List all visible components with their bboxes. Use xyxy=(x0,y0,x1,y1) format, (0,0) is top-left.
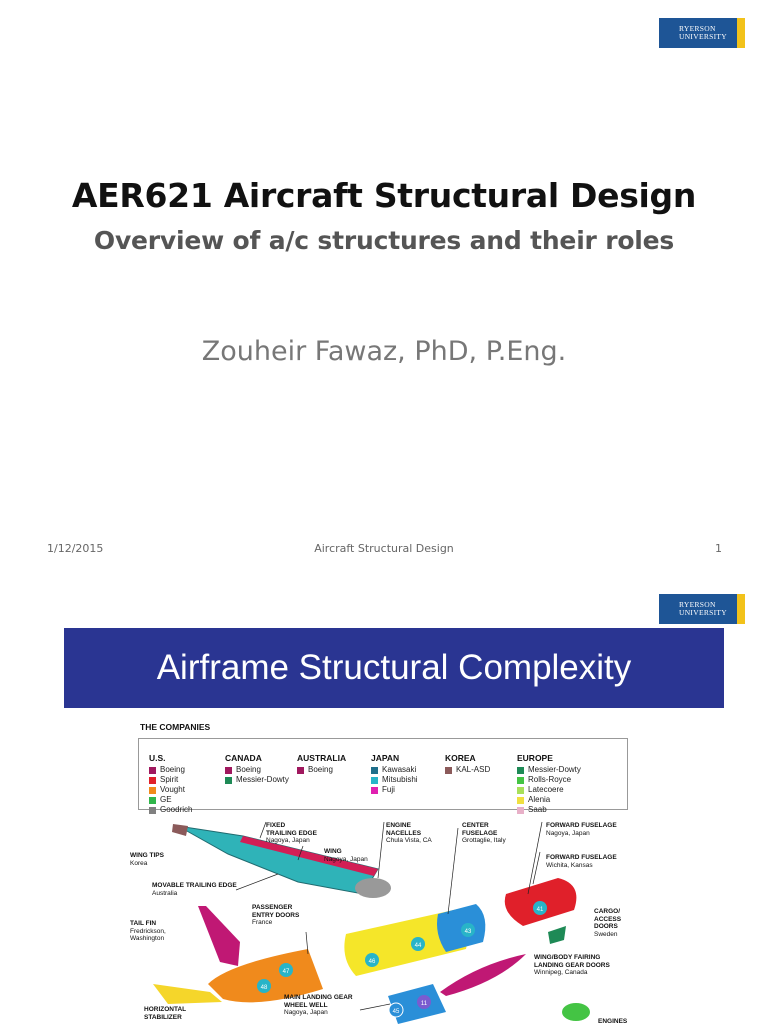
center-fuselage-blue-shape xyxy=(437,904,485,952)
legend-item: Messier-Dowty xyxy=(517,765,581,775)
legend-item: Boeing xyxy=(225,765,289,775)
logo-line2: UNIVERSITY xyxy=(679,608,727,617)
legend-item: Goodrich xyxy=(149,805,192,815)
university-logo xyxy=(659,594,745,624)
legend-region-australia: AUSTRALIA Boeing xyxy=(297,753,347,774)
legend-region-japan: JAPAN Kawasaki Mitsubishi Fuji xyxy=(371,753,418,794)
slide-title-banner: Airframe Structural Complexity xyxy=(64,628,724,708)
callout-wing: WING Nagoya, Japan xyxy=(324,848,368,863)
callout-passenger-entry-doors: PASSENGER ENTRY DOORS France xyxy=(252,904,300,926)
callout-main-landing-gear: MAIN LANDING GEAR WHEEL WELL Nagoya, Japan xyxy=(284,994,353,1016)
logo-line1: RYERSON xyxy=(679,600,716,609)
legend-item: Rolls-Royce xyxy=(517,775,581,785)
callout-cargo-access-doors: CARGO/ ACCESS DOORS Sweden xyxy=(594,908,622,938)
callout-forward-fuselage-kansas: FORWARD FUSELAGE Wichita, Kansas xyxy=(546,854,617,869)
companies-title: THE COMPANIES xyxy=(140,722,211,732)
legend-region-korea: KOREA KAL-ASD xyxy=(445,753,491,774)
legend-item: Mitsubishi xyxy=(371,775,418,785)
callout-horizontal-stabilizer: HORIZONTAL STABILIZER xyxy=(144,1006,187,1021)
svg-text:41: 41 xyxy=(536,907,544,913)
legend-item: Saab xyxy=(517,805,581,815)
legend-item: Vought xyxy=(149,785,192,795)
legend-item: Boeing xyxy=(297,765,346,775)
legend-item: Boeing xyxy=(149,765,192,775)
legend-region-us: U.S. Boeing Spirit Vought GE Goodrich xyxy=(149,753,193,814)
legend-region-canada: CANADA Boeing Messier-Dowty xyxy=(225,753,289,784)
callout-wing-tips: WING TIPS Korea xyxy=(130,852,164,867)
callout-engines: ENGINES xyxy=(598,1018,628,1024)
university-logo xyxy=(659,18,745,48)
legend-item: Fuji xyxy=(371,785,418,795)
legend-item: Kawasaki xyxy=(371,765,418,775)
callout-center-fuselage: CENTER FUSELAGE Grottaglie, Italy xyxy=(462,822,506,844)
cargo-door-shape xyxy=(548,926,566,944)
footer-date: 1/12/2015 xyxy=(47,542,104,555)
svg-text:11: 11 xyxy=(420,1001,428,1007)
legend-item: GE xyxy=(149,795,192,805)
engine-shape xyxy=(562,1003,590,1021)
callout-tail-fin: TAIL FIN Fredrickson, Washington xyxy=(130,920,166,942)
callout-wing-body-fairing: WING/BODY FAIRING LANDING GEAR DOORS Winnipeg, Canada xyxy=(534,954,610,976)
logo-line2: UNIVERSITY xyxy=(679,32,727,41)
legend-region-europe: EUROPE Messier-Dowty Rolls-Royce Latecoere Alenia Saab xyxy=(517,753,581,814)
legend-item: Messier-Dowty xyxy=(225,775,289,785)
legend-item: Spirit xyxy=(149,775,192,785)
logo-line1: RYERSON xyxy=(679,24,716,33)
svg-text:44: 44 xyxy=(414,943,422,949)
legend-item: Latecoere xyxy=(517,785,581,795)
airframe-figure xyxy=(128,718,640,1024)
legend-item: Alenia xyxy=(517,795,581,805)
legend-item: KAL-ASD xyxy=(445,765,490,775)
svg-text:43: 43 xyxy=(464,929,472,935)
course-subtitle: Overview of a/c structures and their roles xyxy=(93,226,675,255)
footer-page-number: 1 xyxy=(715,542,722,555)
callout-fixed-trailing-edge: FIXED TRAILING EDGE Nagoya, Japan xyxy=(266,822,317,844)
svg-text:46: 46 xyxy=(368,959,376,965)
content-slide xyxy=(0,586,768,1024)
companies-legend xyxy=(138,738,628,814)
logo-accent-bar xyxy=(737,18,745,48)
footer-center: Aircraft Structural Design xyxy=(314,542,454,555)
svg-text:45: 45 xyxy=(392,1009,400,1015)
callout-engine-nacelles: ENGINE NACELLES Chula Vista, CA xyxy=(386,822,432,844)
callout-movable-trailing-edge: MOVABLE TRAILING EDGE Australia xyxy=(152,882,237,897)
svg-text:47: 47 xyxy=(282,969,290,975)
callout-forward-fuselage-japan: FORWARD FUSELAGE Nagoya, Japan xyxy=(546,822,617,837)
wing-body-fairing-shape xyxy=(440,954,526,996)
wing-tip-shape xyxy=(172,824,188,836)
author-name: Zouheir Fawaz, PhD, P.Eng. xyxy=(201,336,567,367)
slide-separator xyxy=(0,576,768,586)
logo-accent-bar xyxy=(737,594,745,624)
engine-nacelle-shape xyxy=(355,878,391,898)
tail-fin-shape xyxy=(198,906,240,966)
svg-text:48: 48 xyxy=(260,985,268,991)
course-title: AER621 Aircraft Structural Design xyxy=(71,176,697,215)
exploded-aircraft-diagram xyxy=(128,814,640,1024)
